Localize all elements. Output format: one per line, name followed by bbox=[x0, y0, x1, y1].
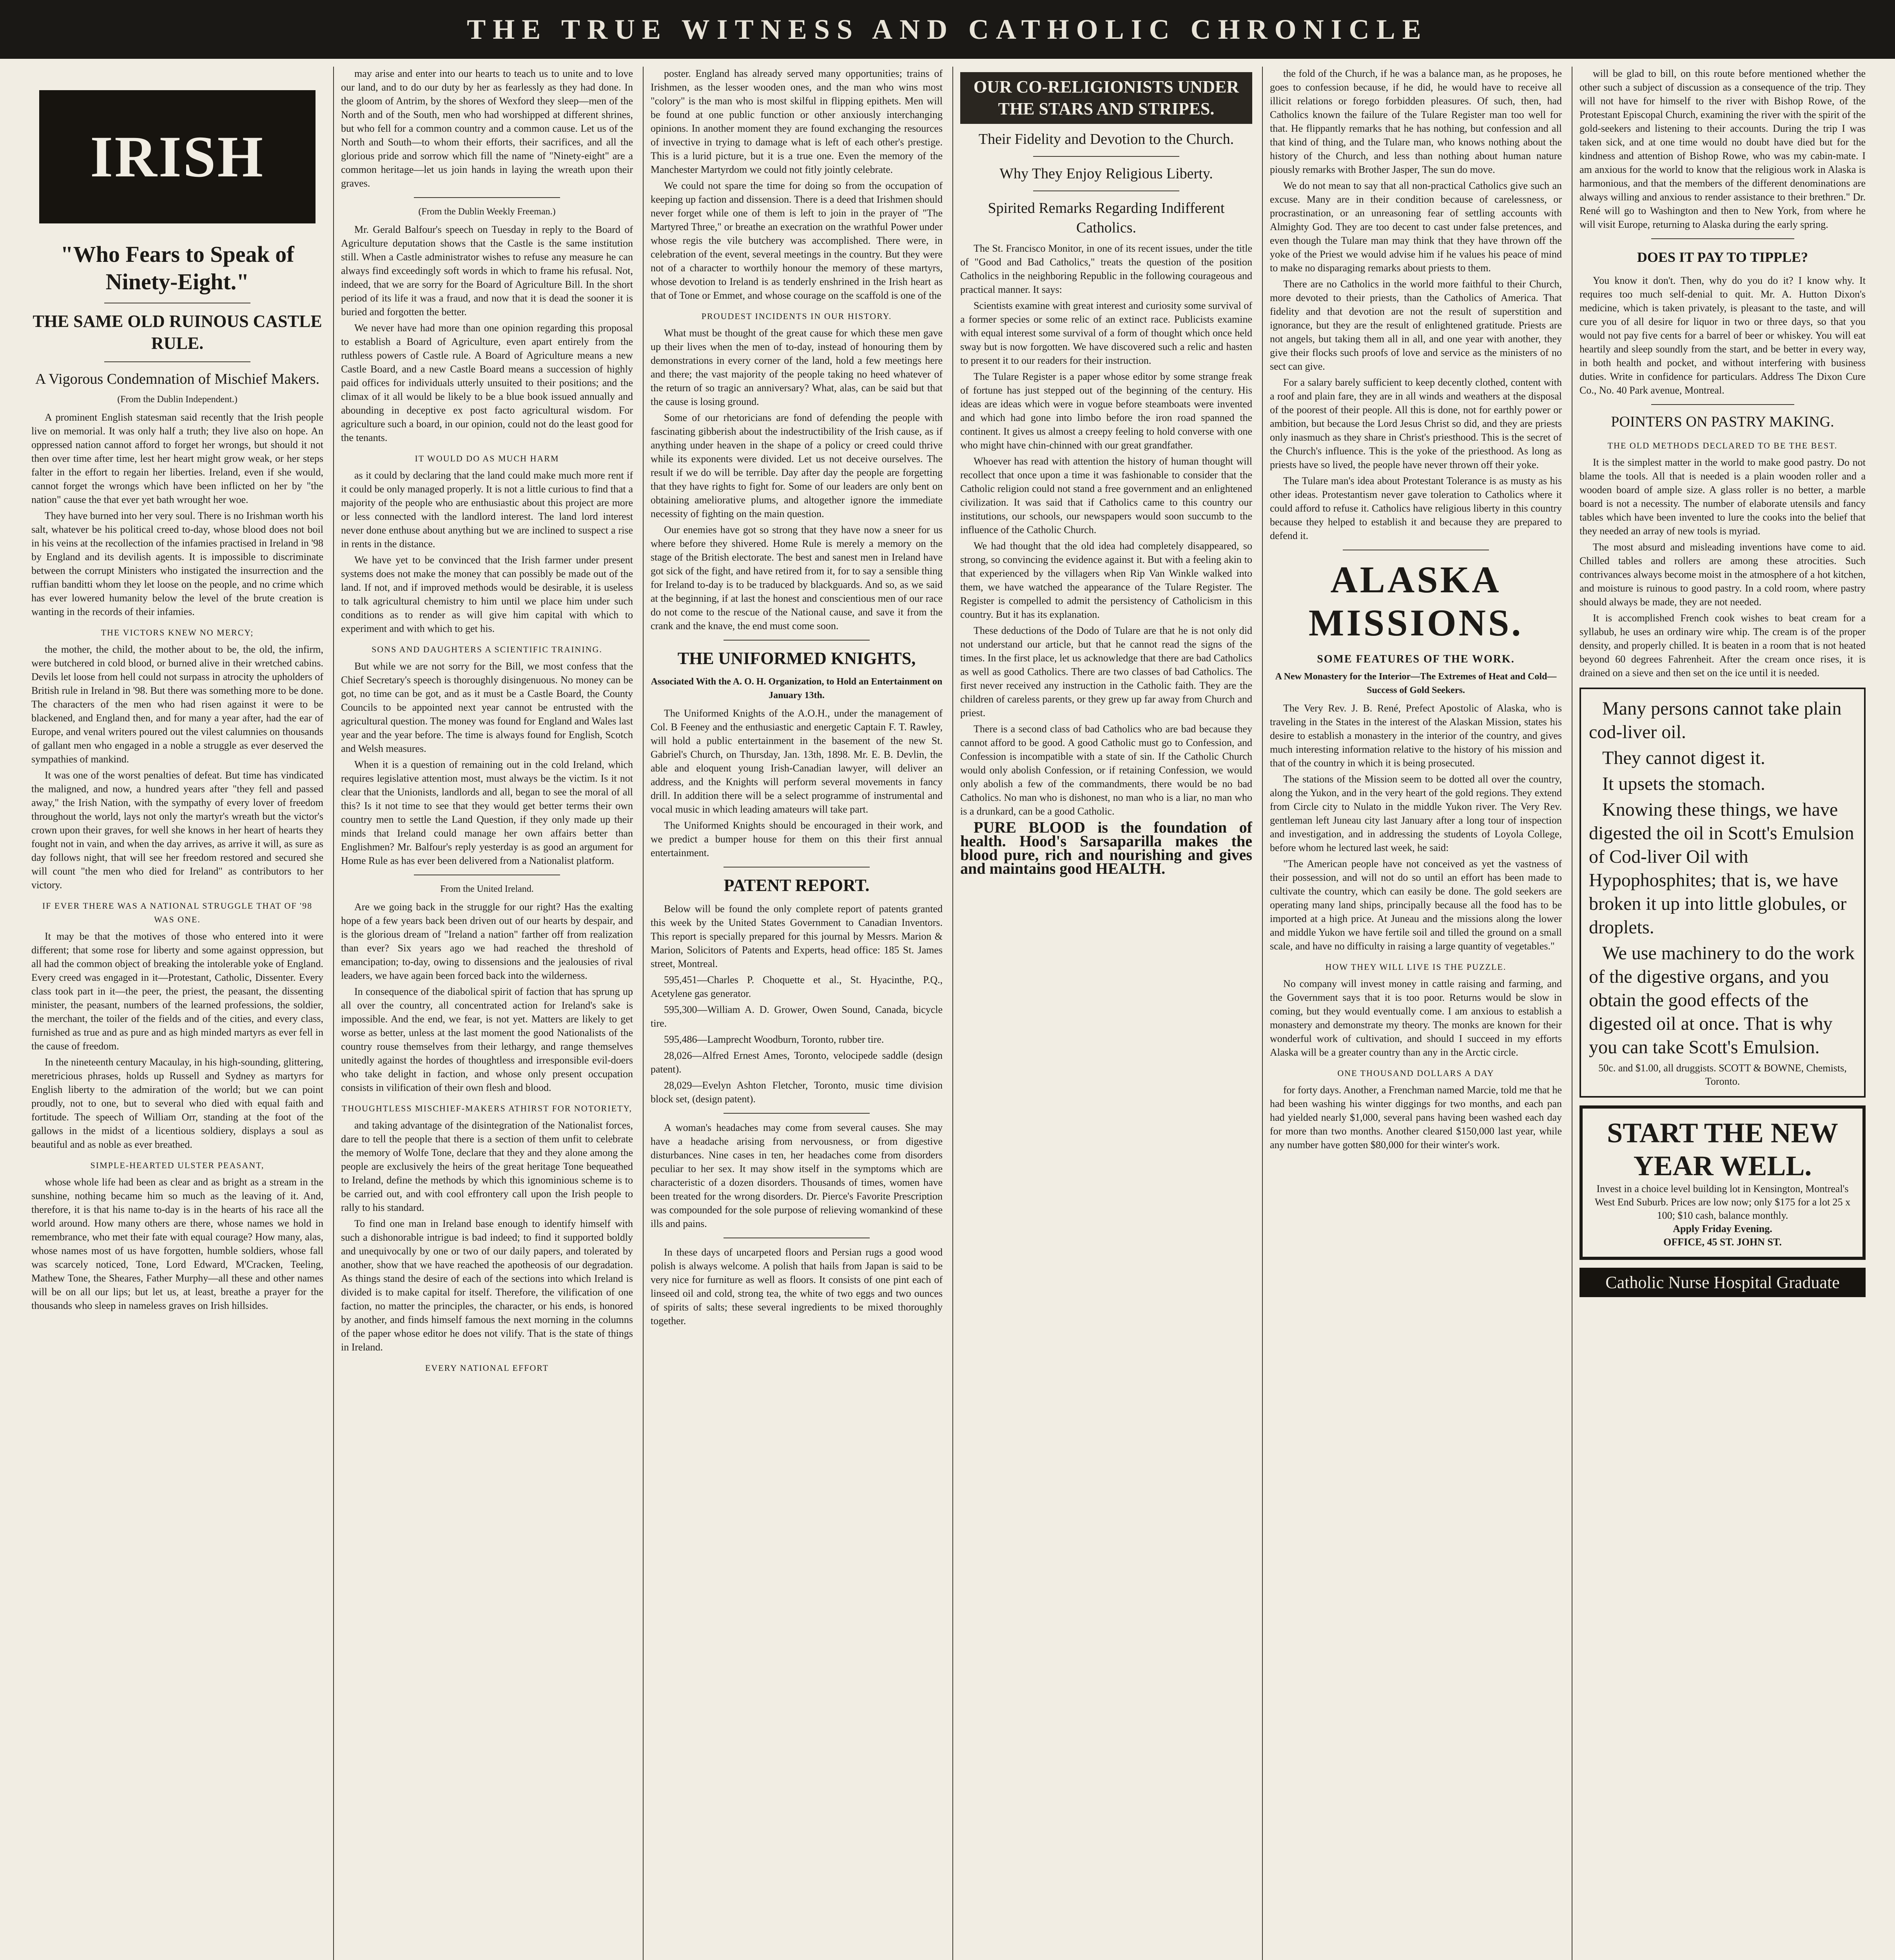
divider bbox=[1033, 156, 1179, 157]
section-subhead: IT WOULD DO AS MUCH HARM bbox=[415, 454, 559, 463]
paragraph: You know it don't. Then, why do you do it? I know why. It requires too much self-denial to quit. Mr. A. Hutton Dixon's medicine, which is taken privately, is pleasant to the taste, and will cure you of all desire for liquor in two or three days, so that you would not pay five cents for a barrel of beer or whiskey. You will eat heartily and sleep soundly from the start, and be better in every way, in both health and pocket, and without interfering with business duties. Write in confidence for particulars. Address The Dixon Cure Co., No. 40 Park avenue, Montreal. bbox=[1579, 275, 1866, 396]
paragraph: We could not spare the time for doing so from the occupation of keeping up faction and dissension. There is a deed that Irishmen should never forget while one of them is left to join in the prayer of "The Martyred Three," or breathe an execration on the wrathful Power under whose regis the vile butchery was accomplished. There were, in celebration of the event, several meetings in the country. But they were not of a character to worthily honour the memory of these martyrs, whose devotion to Ireland is as tenderly enshrined in the Irish heart as that of Tone or Emmet, and whose courage on the scaffold is one of the bbox=[651, 180, 943, 301]
knights-subheadline: Associated With the A. O. H. Organization, to Hold an Entertainment on January 13th. bbox=[651, 677, 943, 701]
pastry-subheadline: THE OLD METHODS DECLARED TO BE THE BEST. bbox=[1607, 441, 1838, 450]
paragraph: and taking advantage of the disintegration of the Nationalist forces, dare to tell the people that there is a section of them unfit to celebrate the memory of Wolfe Tone, declare that they and they alone among the people are exclusively the heirs of the great heritage Tone bequeathed to Ireland, define the methods by which this ignominious scheme is to be carried out, and with cool effrontery call upon the Irish people to rally to his standard. bbox=[341, 1120, 633, 1213]
alaska-deck: A New Monastery for the Interior—The Extremes of Heat and Cold—Success of Gold Seekers. bbox=[1275, 671, 1557, 695]
paragraph: What must be thought of the great cause for which these men gave up their lives when the men of to-day, instead of honouring them by demonstrations in every corner of the land, hold a few meetings here and there; the vast majority of the people taking no heed whatever of the return of so tragic an anniversary? What, alas, can be said but that the cause is losing ground. bbox=[651, 327, 943, 407]
section-subhead: PROUDEST INCIDENTS IN OUR HISTORY. bbox=[701, 311, 892, 321]
masthead: THE TRUE WITNESS AND CATHOLIC CHRONICLE bbox=[0, 0, 1895, 59]
paragraph: No company will invest money in cattle raising and farming, and the Government says that it is too poor. Returns would be slow in coming, but they would eventually come. I am anxious to establish a monastery and demonstrate my theory. The monks are known for their wonderful work of cultivation, and should I succeed in my efforts Alaska will be a greater country than any in the Arctic circle. bbox=[1270, 978, 1562, 1058]
paragraph: There is a second class of bad Catholics who are bad because they cannot afford to be good. A good Catholic must go to Confession, and Confession is incompatible with a state of sin. If the Catholic Church would only abolish Confession, or if retaining Confession, we would only abolish a few of the commandments, there would be no bad Catholics. No man who is dishonest, no man who is a liar, no man who is a drunkard, can be a good Catholic. bbox=[960, 723, 1252, 817]
paragraph: They have burned into her very soul. There is no Irishman worth his salt, whatever be his political creed to-day, whose blood does not boil in his veins at the recollection of the infamies practised in Ireland in '98 by England and its devilish agents. It is impossible to discriminate between the corrupt Ministers who instigated the insurrection and the ruffian banditti whom they let loose on the people, and no crime which has ever lowered humanity below the level of the brute creation is wanting in the records of their infamies. bbox=[31, 510, 323, 617]
paragraph: Some of our rhetoricians are fond of defending the people with fascinating gibberish about the indestructibility of the Irish cause, as if anything under heaven in the shape of a policy or creed could thrive while its exponents were divided. Let us not deceive ourselves. The result if we do will be terrible. Day after day the people are forgetting that they have rights to fight for. Some of our leaders are only bent on obtaining ameliorative plums, and altogether ignore the immediate necessity of fighting on the main question. bbox=[651, 412, 943, 519]
paragraph: It is the simplest matter in the world to make good pastry. Do not blame the tools. All that is needed is a plain wooden roller and a wooden board of ample size. A glass roller is no better, a marble board is not a necessity. The number of elaborate utensils and fancy tables which have been invented to lure the cooks into the belief that they needed an array of new tools is myriad. bbox=[1579, 457, 1866, 537]
column-rule bbox=[1262, 67, 1263, 1960]
paragraph: We do not mean to say that all non-practical Catholics give such an excuse. Many are in their condition because of carelessness, or procrastination, or an unreasoning fear of settling accounts with Almighty God. They are too decent to cast under false pretences, and even though the Tulare man may think that they have thrown off the yoke of the Priest we would advise him if he values his peace of mind to make no disparaging remarks about priests to them. bbox=[1270, 180, 1562, 274]
column-2 bbox=[341, 67, 633, 1960]
section-subhead: THE VICTORS KNEW NO MERCY; bbox=[101, 628, 254, 637]
patent-entry: 595,486—Lamprecht Woodburn, Toronto, rubber tire. bbox=[664, 1034, 884, 1045]
paragraph: Whoever has read with attention the history of human thought will recollect that once upon a time it was fashionable to consider that the Catholic religion could not stand a free government and an enlightened civilization. It was said that if Catholics came to this country our institutions, our schools, our newspapers would soon succumb to the influence of the Catholic Church. bbox=[960, 456, 1252, 535]
paragraph: When it is a question of remaining out in the cold Ireland, which requires legislative attention most, must always be the victim. Is it not clear that the Unionists, landlords and all, began to see the moral of all this? Is it not time to see that they would get better terms their own country men to settle the Land Question, if they only made up their minds that Ireland could manage her own affairs better than Englishmen? Mr. Balfour's reply yesterday is as good an argument for Home Rule as has ever been delivered from a Nationalist platform. bbox=[341, 759, 633, 866]
ad-office: OFFICE, 45 ST. JOHN ST. bbox=[1663, 1236, 1782, 1248]
subheadline: Their Fidelity and Devotion to the Church. bbox=[978, 131, 1234, 147]
ad-title: START THE NEW YEAR WELL. bbox=[1607, 1117, 1838, 1181]
paragraph: The Very Rev. J. B. René, Prefect Apostolic of Alaska, who is traveling in the States in the interest of the Alaskan Mission, states his desire to establish a monastery in the interior of the country, and gives much interesting information relative to the history of his mission and that of the country in which it is being prosecuted. bbox=[1270, 702, 1562, 769]
article-source: (From the Dublin Weekly Freeman.) bbox=[418, 207, 556, 217]
tipple-headline: DOES IT PAY TO TIPPLE? bbox=[1637, 249, 1808, 265]
paragraph: There are no Catholics in the world more faithful to their Church, more devoted to their priests, than the Catholics of America. That fidelity and that devotion are not the result of superstition and ignorance, but they are the result of enlightened gratitude. Priests are not angels, but taking them all in all, and one year with another, they give their flocks such proofs of love and service as the ministers of no sect can give. bbox=[1270, 278, 1562, 372]
paragraph: The St. Francisco Monitor, in one of its recent issues, under the title of "Good and Bad Catholics," treats the question of the position Catholics in the neighboring Republic in the following courageous and practical manner. It says: bbox=[960, 243, 1252, 295]
section-subhead: HOW THEY WILL LIVE IS THE PUZZLE. bbox=[1325, 962, 1507, 972]
column-1 bbox=[31, 67, 323, 1960]
paragraph: will be glad to bill, on this route before mentioned whether the other such a subject of discussion as a consequence of the trip. They will not have for himself to the river with Bishop Rowe, of the Protestant Episcopal Church, examining the river with the spirit of the gold-seekers and listening to their accounts. During the trip I was taken sick, and at one time would no doubt have died but for the kindness and attention of Bishop Rowe, who was my cabin-mate. I am anxious for the world to know that the religious work in Alaska is harmonious, and that the members of the different denominations are always willing and anxious to render assistance to their brethren." Dr. René will go to Washington and then to New York, from where he will visit Europe, returning to Alaska during the early spring. bbox=[1579, 68, 1866, 230]
paragraph: In these days of uncarpeted floors and Persian rugs a good wood polish is always welcome. A polish that hails from Japan is said to be very nice for furniture as well as floors. It consists of one pint each of linseed oil and cold, strong tea, the white of two eggs and two ounces of spirits of salts; these several ingredients to be mixed thoroughly together. bbox=[651, 1247, 943, 1327]
ad-body: Invest in a choice level building lot in Kensington, Montreal's West End Suburb. Prices are low now; only $175 for a lot 25 x 100; $10 cash, balance monthly. bbox=[1594, 1183, 1851, 1221]
section-subhead: EVERY NATIONAL EFFORT bbox=[425, 1363, 549, 1373]
column-3 bbox=[651, 67, 943, 1960]
paragraph: Mr. Gerald Balfour's speech on Tuesday in reply to the Board of Agriculture deputation shows that the Castle is the same institution still. When a Castle administrator wishes to refuse any measure he can always find exceedingly soft words in which to frame his refusal. Not, indeed, that we are sorry for the Board of Agriculture Bill. In the short period of its life it was a fraud, and now that it is dead the sooner it is buried and forgotten the better. bbox=[341, 224, 633, 318]
subheadline-1: THE SAME OLD RUINOUS CASTLE RULE. bbox=[33, 312, 322, 353]
subheadline: Spirited Remarks Regarding Indifferent Catholics. bbox=[988, 200, 1225, 236]
knights-headline: THE UNIFORMED KNIGHTS, bbox=[677, 649, 916, 668]
divider bbox=[1651, 238, 1794, 239]
paragraph: The Uniformed Knights of the A.O.H., under the management of Col. B Feeney and the enthusiastic and energetic Captain F. T. Rawley, will hold a public entertainment in the basement of the new St. Gabriel's Church, on Thursday, Jan. 13th, 1898. Mr. E. B. Devlin, the able and eloquent young Irish-Canadian lawyer, will deliver an address, and the Knights will perform several movements in fancy drill. In addition there will be a select programme of instrumental and vocal music in which leading amateurs will take part. bbox=[651, 708, 943, 815]
paragraph: For a salary barely sufficient to keep decently clothed, content with a roof and plain fare, they are in all winds and weathers at the disposal of the poorest of their people. All this is done, not for earthly power or ambition, but because the Lord Jesus Christ so did, and they are priests only inasmuch as they share in Christ's priesthood. This is the secret of the Church's influence. This is the yoke of the priesthood. As long as priests have so lived, the people have never thrown off their yoke. bbox=[1270, 377, 1562, 470]
paragraph: The Uniformed Knights should be encouraged in their work, and we predict a bumper house for them on this their first annual entertainment. bbox=[651, 820, 943, 858]
column-rule bbox=[333, 67, 334, 1960]
new-year-ad bbox=[1579, 1105, 1866, 1260]
paragraph: the fold of the Church, if he was a balance man, as he proposes, he goes to confession because, if he did, he would have to receive all illicit relations or forego forbidden pleasures. Of such, then, had Catholics known the failure of the Tulare Register man too well for that. He flippantly remarks that he has nothing, but confession and all that kind of thing, and the Tulare man, who knows nothing about the history of the Church, and less than nothing about human nature piously remarks with Brother Jasper, The sun do move. bbox=[1270, 68, 1562, 175]
section-subhead: ONE THOUSAND DOLLARS A DAY bbox=[1337, 1068, 1494, 1078]
subheadline: Why They Enjoy Religious Liberty. bbox=[999, 165, 1213, 182]
paragraph: The Tulare Register is a paper whose editor by some strange freak of fortune has just stepped out of the beginning of the century. His ideas are ideas which were in vogue before steamboats were invented and which had gone into limbo before the iron road spanned the continent. It gives us almost a creepy feeling to hold converse with one who might have chin-chinned with our great grandfather. bbox=[960, 371, 1252, 451]
divider bbox=[1651, 404, 1794, 405]
patent-entry: 595,300—William A. D. Grower, Owen Sound, Canada, bicycle tire. bbox=[651, 1004, 943, 1029]
article-source: (From the Dublin Independent.) bbox=[117, 394, 238, 405]
paragraph: for forty days. Another, a Frenchman named Marcie, told me that he had been washing his winter diggings for two months, and each pan had yielded nearly $1,000, several pans having been washed each day for more than two months. Another cleared $150,000 last year, while any number have gotten $80,000 for their winter's work. bbox=[1270, 1084, 1562, 1151]
paragraph: the mother, the child, the mother about to be, the old, the infirm, were butchered in cold blood, or burned alive in their wretched cabins. Devils let loose from hell could not surpass in atrocity the upholders of British rule in Ireland in '98. But there was something more to be done. The characters of the men who had risen against it were to be blackened, and England then, and for many a year after, had the ear of Europe, and venal writers poured out the vilest calumnies on thousands of gallant men who engaged in a noble a struggle as ever deserved the sympathies of mankind. bbox=[31, 644, 323, 765]
divider bbox=[724, 640, 870, 641]
section-subhead: IF EVER THERE WAS A NATIONAL STRUGGLE THAT OF '98 WAS ONE. bbox=[42, 901, 313, 924]
section-subhead: SIMPLE-HEARTED ULSTER PEASANT, bbox=[90, 1160, 265, 1170]
paragraph: It is accomplished French cook wishes to beat cream for a syllabub, he uses an ordinary wire whip. The cream is of the proper density, and properly chilled. It is beaten in a room that is not heated beyond 60 degrees Fahrenheit. After the cream once rises, it is drained on a sieve and then set on the ice until it is needed. bbox=[1579, 612, 1866, 679]
subheadline-2: A Vigorous Condemnation of Mischief Makers. bbox=[35, 371, 320, 387]
alaska-headline: ALASKA MISSIONS. bbox=[1308, 559, 1523, 644]
catholic-nurse-ad: Catholic Nurse Hospital Graduate bbox=[1579, 1268, 1866, 1297]
patent-entry: 595,451—Charles P. Choquette et al., St. Hyacinthe, P.Q., Acetylene gas generator. bbox=[651, 974, 943, 999]
divider bbox=[414, 197, 560, 198]
paragraph: as it could by declaring that the land could make much more rent if it could be only managed properly. It is not a little curious to find that a majority of the people who are enthusiastic about this project are more or less connected with the landlord interest. The land lord interest never done enthuse about anything but we are inclined to suspect a rise in rents in the distance. bbox=[341, 470, 633, 550]
ad-apply: Apply Friday Evening. bbox=[1673, 1223, 1772, 1234]
paragraph: It was one of the worst penalties of defeat. But time has vindicated the maligned, and now, a hundred years after "they fell and passed away," the Irish Nation, with the sympathy of every lover of freedom throughout the world, lays not only the martyr's wreath but the victor's crown upon their graves, for well she knows in her heart of hearts they fought not in vain, and when the day arrives, as arrive it will, as sure as day follows night, that will see her freedom restored and secured she will count "the men who died for Ireland" as contributors to her victory. bbox=[31, 769, 323, 891]
divider bbox=[104, 361, 250, 362]
paragraph: A woman's headaches may come from several causes. She may have a headache arising from nervousness, or from digestive disturbances. Nine cases in ten, her headaches come from disorders peculiar to her sex. It may show itself in the symptoms which are characteristic of a dozen disorders. Thousands of times, women have been treated for the wrong disorders. Dr. Pierce's Favorite Prescription was compounded for the sole purpose of relieving womankind of these ills and pains. bbox=[651, 1122, 943, 1229]
ad-line: They cannot digest it. bbox=[1602, 748, 1765, 768]
paragraph: We have yet to be convinced that the Irish farmer under present systems does not make the money that can possibly be made out of the land. If not, and if improved methods would be desirable, it is useless to talk agricultural chemistry to him until we place him under such conditions as to render as will give him capital with which to experiment and with which to get his. bbox=[341, 554, 633, 634]
ad-line: Many persons cannot take plain cod-liver oil. bbox=[1589, 698, 1842, 742]
paragraph: Scientists examine with great interest and curiosity some survival of a former species or some relic of an extinct race. Publicists examine with equal interest some survival of a form of thought which once held sway but is now forgotten. We have discovered such a relic and hasten to present it to our readers for their instruction. bbox=[960, 300, 1252, 366]
paragraph: The most absurd and misleading inventions have come to aid. Chilled tables and rollers are among these atrocities. Such contrivances always become moist in the atmosphere of a hot kitchen, and moisture is ruinous to good pastry. In a cold room, where pastry should always be made, they are not needed. bbox=[1579, 541, 1866, 608]
pastry-headline: POINTERS ON PASTRY MAKING. bbox=[1611, 414, 1834, 430]
paragraph: poster. England has already served many opportunities; trains of Irishmen, as the lesser wooden ones, and the man who wins most "colory" is the man who is most skilful in flipping epithets. Men will be found at one public function or other anxiously interchanging opinions. In another moment they are found exchanging the resources of invective in trying to damage what is left of each other's prestige. This is a lurid picture, but it is a true one. Even the memory of the Manchester Martyrdom we could not fitly jointly celebrate. bbox=[651, 68, 943, 175]
paragraph: The Tulare man's idea about Protestant Tolerance is as musty as his other ideas. Protestantism never gave toleration to Catholics where it could afford to refuse it. Catholics have religious liberty in this country because they helped to establish it and because they are prepared to defend it. bbox=[1270, 475, 1562, 541]
ad-line: It upsets the stomach. bbox=[1602, 773, 1765, 794]
paragraph: whose whole life had been as clear and as bright as a stream in the sunshine, nothing became him so much as the leaving of it. And, therefore, it is that his name to-day is in the hearts of his race all the world around. How many others are there, whose names we hold in remembrance, who met their fate with equal courage? How many, alas, whose names most of us have forgotten, humble soldiers, whose fall was scarcely noticed, Tone, Lord Edward, M'Cracken, Teeling, Mathew Tone, the Sheares, Father Murphy—all these and other names will be on all our lips; but let us, at least, breathe a prayer for the thousands who sleep in nameless graves on Irish hillsides. bbox=[31, 1176, 323, 1311]
column-6 bbox=[1579, 67, 1866, 1960]
paragraph: The stations of the Mission seem to be dotted all over the country, along the Yukon, and in the very heart of the gold regions. They extend from Circle city to Nulato in the middle Yukon river. The Very Rev. gentleman left Juneau city last January after a long tour of inspection and investigation, and in addressing the students of Loyola College, before whom he lectured last week, he said: bbox=[1270, 773, 1562, 853]
paragraph: But while we are not sorry for the Bill, we most confess that the Chief Secretary's speech is thoroughly disingenuous. No money can be got, no time can be got, and as it must be a Castle Board, the County Councils to be appointed next year cannot be entrusted with the agricultural question. The money was found for England and Wales last year and the year before. The time is always found for English, Scotch and Welsh measures. bbox=[341, 661, 633, 754]
paragraph: In consequence of the diabolical spirit of faction that has sprung up all over the country, all concentrated action for Ireland's sake is impossible. And the end, we fear, is not yet. Matters are likely to get worse as better, unless at the last moment the good Nationalists of the country rouse themselves from their lethargy, and range themselves unitedly against the hordes of thoughtless and irresponsible evil-doers who take delight in faction, and whose only present occupation consists in vilification of their own flesh and blood. bbox=[341, 986, 633, 1093]
paragraph: Are we going back in the struggle for our right? Has the exalting hope of a few years back been driven out of our hearts by despair, and is the glorious dream of "Ireland a nation" farther off from realization than ever? Six years ago we had reached the threshold of emancipation; to-day, owing to dissensions and the jealousies of rival leaders, we have again been forced back into the wilderness. bbox=[341, 901, 633, 981]
paragraph: We never have had more than one opinion regarding this proposal to establish a Board of Agriculture, even apart entirely from the ruthless powers of Castle rule. A Board of Agriculture means a new Castle Board, and a new Castle Board means a succession of highly paid offices for individuals utterly unsuited to their positions; and the climax of it all would be likely to be a blue book issued annually and abounding in deceptive ex post facto agricultural wisdom. For agriculture such a board, in our opinion, could not do the least good for the tenants. bbox=[341, 322, 633, 443]
column-5 bbox=[1270, 67, 1562, 1960]
paragraph: may arise and enter into our hearts to teach us to unite and to love our land, and to do our duty by her as fearlessly as they had done. In the gloom of Antrim, by the shores of Wexford they sleep—men of the North and of the South, men who had worshipped at different shrines, but who fell for a common country and a common cause. Let us of the North and South—to whom their efforts, their sacrifices, and all the glorious pride and sorrow which fill the name of "Ninety-eight" are a common heritage—let us join hands in laying the wreath upon their graves. bbox=[341, 68, 633, 189]
ad-line: Knowing these things, we have digested the oil in Scott's Emulsion of Cod-liver Oil with Hypophosphites; that is, we have broken it up into little globules, or droplets. bbox=[1589, 799, 1854, 938]
column-rule bbox=[952, 67, 953, 1960]
paragraph: A prominent English statesman said recently that the Irish people live on memorial. It was only half a truth; they live also on hope. An oppressed nation cannot afford to forget her wrongs, but should it not then over time after time, lest her heart might grow weak, or her steps falter in the effort to regain her liberties. Ireland, even if she would, cannot forget the wrongs which have been inflicted on her by "the nation" cause the that ever yet bath wrought her woe. bbox=[31, 412, 323, 505]
ad-line: We use machinery to do the work of the digestive organs, and you obtain the good effects of the digested oil at once. That is why you can take Scott's Emulsion. bbox=[1589, 943, 1855, 1058]
paragraph: To find one man in Ireland base enough to identify himself with such a dishonorable intrigue is bad indeed; to find it supported boldly and unequivocally by one or two of our daily papers, and tolerated by another, show that we have reached the apotheosis of our degradation. As things stand the desire of each of the sections into which Ireland is divided is to make capital for itself. Therefore, the vilification of one faction, no matter the principles, the character, or his ends, is honored by another, and finds himself famous the next morning in the columns of the paper whose editor he does not vilify. That is the state of things in Ireland. bbox=[341, 1218, 633, 1353]
coreligionists-headline: OUR CO-RELIGIONISTS UNDER THE STARS AND STRIPES. bbox=[960, 72, 1252, 124]
scotts-emulsion-ad bbox=[1579, 688, 1866, 1098]
paragraph: In the nineteenth century Macaulay, in his high-sounding, glittering, meretricious phrases, holds up Russell and Sydney as martyrs for English liberty to the admiration of the world; but we can point proudly, not to one, but to several who died with equal faith and fortitude. The speech of William Orr, standing at the foot of the gallows in the midst of a licentious soldiery, displays a soul as beautiful and as noble as ever breathed. bbox=[31, 1056, 323, 1150]
paragraph: It may be that the motives of those who entered into it were different; that some rose for liberty and some against oppression, but all had the common object of breaking the intolerable yoke of England. Every creed was engaged in it—Protestant, Catholic, Dissenter. Every class took part in it—the peer, the priest, the peasant, the dissenting minister, the peasant, numbers of the learned professions, the soldier, the merchant, the toiler of the fields and of the cities, and every class, furnished as true and as pure and as high minded martyrs as ever fell in the cause of freedom. bbox=[31, 931, 323, 1052]
ad-footer: 50c. and $1.00, all druggists. SCOTT & BOWNE, Chemists, Toronto. bbox=[1598, 1062, 1847, 1087]
divider bbox=[724, 1113, 870, 1114]
banner-wrap bbox=[31, 67, 323, 235]
paragraph: Our enemies have got so strong that they have now a sneer for us where before they shivered. Home Rule is merely a memory on the stage of the British electorate. The best and sanest men in Ireland have got sick of the fight, and have retired from it, for to say a sensible thing for Ireland to-day is to be traduced by blackguards. And so, as we said at the beginning, if at last the honest and conscientious men of our race do not come to the rescue of the National cause, and save it from the crank and the knave, the end must come soon. bbox=[651, 524, 943, 632]
article-source: From the United Ireland. bbox=[440, 884, 534, 894]
pure-blood-ad: PURE BLOOD is the foundation of health. Hood's Sarsaparilla makes the blood pure, rich and nourishing and gives and maintains good HEALTH. bbox=[960, 818, 1252, 877]
patent-entry: 28,026—Alfred Ernest Ames, Toronto, velocipede saddle (design patent). bbox=[651, 1050, 943, 1075]
newspaper-page bbox=[31, 67, 1866, 1960]
paragraph: These deductions of the Dodo of Tulare are that he is not only did not understand our article, but that he cannot read the signs of the times. In the first place, let us acknowledge that there are bad Catholics as well as good Catholics. There are two classes of bad Catholics. The first never received any instruction in the Catholic faith. They are the children of careless parents, or they grew up far away from Church and priest. bbox=[960, 625, 1252, 719]
column-rule bbox=[643, 67, 644, 1960]
section-subhead: THOUGHTLESS MISCHIEF-MAKERS ATHIRST FOR NOTORIETY, bbox=[341, 1103, 633, 1113]
section-subhead: SONS AND DAUGHTERS A SCIENTIFIC TRAINING. bbox=[372, 644, 602, 654]
column-4 bbox=[960, 67, 1252, 1960]
alaska-subheadline: SOME FEATURES OF THE WORK. bbox=[1317, 653, 1515, 665]
paragraph: We had thought that the old idea had completely disappeared, so strong, so convincing the evidence against it. But with a feeling akin to that experienced by the villagers when Rip Van Winkle walked into them, we have watched the appearance of the Tulare Register. The Register is compelled to admit the persistency of Catholicism in this country. But it has its explanation. bbox=[960, 540, 1252, 620]
headline: "Who Fears to Speak of Ninety-Eight." bbox=[60, 241, 294, 294]
patent-entry: 28,029—Evelyn Ashton Fletcher, Toronto, music time division block set, (design patent). bbox=[651, 1080, 943, 1105]
patent-headline: PATENT REPORT. bbox=[724, 876, 870, 895]
paragraph: "The American people have not conceived as yet the vastness of their possession, and will not do so until an effort has been made to cultivate the country, which can easily be done. The gold seekers are operating many land ships, principally because all the food has to be imported at a high price. At Juneau and the missions along the lower and middle Yukon we have fertile soil and tilled the ground on a small scale, and have no difficulty in raising a large quantity of vegetables." bbox=[1270, 858, 1562, 952]
paragraph: Below will be found the only complete report of patents granted this week by the United States Government to Canadian Inventors. This report is specially prepared for this journal by Messrs. Marion & Marion, Solicitors of Patents and Experts, head office: 185 St. James street, Montreal. bbox=[651, 903, 943, 969]
section-banner: IRISH bbox=[39, 90, 316, 223]
